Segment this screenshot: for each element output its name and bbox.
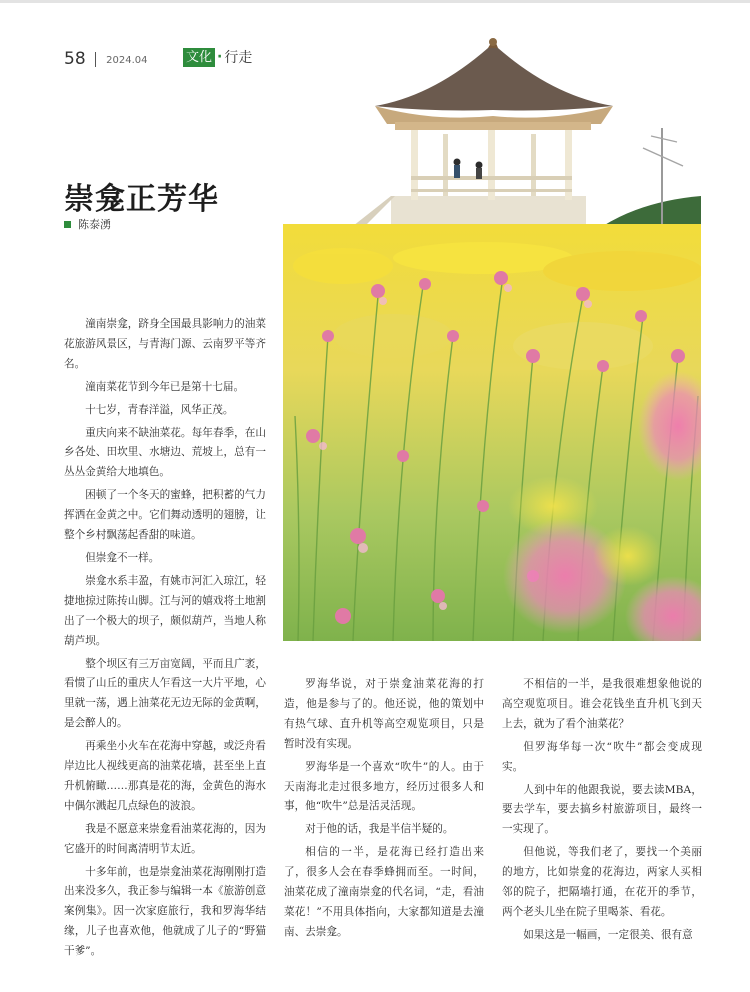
author-name: 陈泰湧 [78, 218, 111, 231]
section-subtitle: 行走 [224, 50, 253, 66]
author-line [64, 216, 111, 232]
top-rule [0, 0, 750, 3]
paragraph: 潼南菜花节到今年已是第十七届。 [85, 380, 245, 393]
page-number: 58 [64, 49, 86, 69]
paragraph: 但崇龛不一样。 [85, 551, 160, 564]
paragraph: 对于他的话，我是半信半疑的。 [305, 823, 454, 836]
text-column-1 [64, 315, 266, 965]
paragraph: 整个坝区有三万亩宽阔，平而且广袤，看惯了山丘的重庆人乍看这一大片平地，心里就一荡，遇上油菜花无边无际的金黄啊，是会醉人的。 [64, 657, 266, 730]
pavilion-flower-field-photo [283, 36, 701, 641]
paragraph: 十多年前，也是崇龛油菜花海刚刚打造出来没多久，我正参与编辑一本《旅游创意案例集》。因一次家庭旅行，我和罗海华结缘，儿子也喜欢他，他就成了儿子的“野猫干爹”。 [64, 865, 266, 958]
paragraph: 再乘坐小火车在花海中穿越，或泛舟看岸边比人视线更高的油菜花墙，甚至坐上直升机俯瞰……那真是花的海，金黄色的海水中偶尔溅起几点绿色的波浪。 [64, 740, 266, 812]
paragraph: 如果这是一幅画，一定很美、很有意 [523, 928, 693, 941]
article-title: 崇龛正芳华 [64, 182, 219, 217]
paragraph: 十七岁，青春洋溢，风华正茂。 [85, 403, 234, 416]
paragraph: 困顿了一个冬天的蜜蜂，把积蓄的气力挥洒在金黄之中。它们舞动透明的翅膀，让整个乡村飘荡起香甜的味道。 [64, 489, 266, 542]
header-divider [95, 52, 97, 67]
paragraph: 我是不愿意来崇龛看油菜花海的，因为它盛开的时间离清明节太近。 [64, 822, 266, 855]
paragraph: 崇龛水系丰盈，有姚市河汇入琼江，轻捷地掠过陈抟山脚。江与河的嬉戏将土地割出了一个极大的坝子，颇似葫芦，当地人称葫芦坝。 [64, 574, 266, 647]
paragraph: 但罗海华每一次“吹牛”都会变成现实。 [502, 740, 702, 773]
section-dot: · [217, 49, 223, 65]
text-column-3 [502, 675, 702, 949]
issue-date: 2024.04 [106, 54, 148, 66]
paragraph: 相信的一半，是花海已经打造出来了，很多人会在春季蜂拥而至。一时间，油菜花成了潼南崇龛的代名词，“走，看油菜花！”不用具体指向，大家都知道是去潼南、去崇龛。 [284, 846, 484, 938]
paragraph: 重庆向来不缺油菜花。每年春季，在山乡各处、田坎里、水塘边、荒坡上，总有一丛丛金黄给大地填色。 [64, 426, 266, 479]
paragraph: 人到中年的他跟我说，要去读MBA，要去学车，要去搞乡村旅游项目，最终一一实现了。 [502, 783, 702, 836]
paragraph: 潼南崇龛，跻身全国最具影响力的油菜花旅游风景区，与青海门源、云南罗平等齐名。 [64, 318, 266, 370]
author-square-icon [64, 221, 71, 228]
text-column-2 [284, 675, 484, 946]
paragraph: 但他说，等我们老了，要找一个美丽的地方，比如崇龛的花海边，两家人买相邻的院子，把隔墙打通，在花开的季节，两个老头儿坐在院子里喝茶、看花。 [502, 846, 702, 918]
paragraph: 罗海华说，对于崇龛油菜花海的打造，他是参与了的。他还说，他的策划中有热气球、直升机等高空观览项目，只是暂时没有实现。 [284, 678, 484, 750]
section-label [183, 47, 252, 67]
page-header [64, 48, 148, 70]
section-highlight: 文化 [183, 48, 215, 67]
paragraph: 不相信的一半，是我很难想象他说的高空观览项目。谁会花钱坐直升机飞到天上去，就为了看个油菜花？ [502, 678, 702, 730]
paragraph: 罗海华是一个喜欢“吹牛”的人。由于天南海北走过很多地方，经历过很多人和事，他“吹牛”总是活灵活现。 [284, 760, 484, 813]
